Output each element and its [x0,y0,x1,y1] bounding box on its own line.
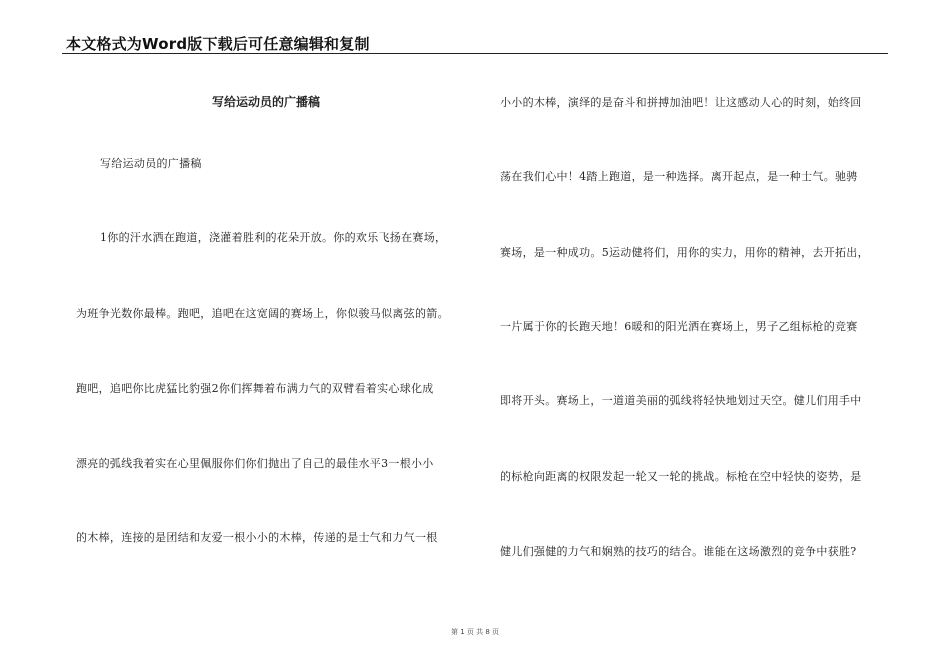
paragraph-line: 漂亮的弧线我着实在心里佩服你们你们抛出了自己的最佳水平3一根小小 [76,457,434,470]
page-header-text: 本文格式为Word版下载后可任意编辑和复制 [66,35,370,53]
page-footer: 第 1 页 共 8 页 [450,628,500,636]
paragraph-line: 小小的木棒，演绎的是奋斗和拼搏加油吧！让这感动人心的时刻，始终回 [500,96,862,109]
paragraph-line: 一片属于你的长跑天地！6暖和的阳光洒在赛场上，男子乙组标枪的竞赛 [500,320,858,333]
paragraph-line: 为班争光数你最棒。跑吧，追吧在这宽阔的赛场上，你似骏马似离弦的箭。 [76,307,449,320]
paragraph-line: 的标枪向距离的权限发起一轮又一轮的挑战。标枪在空中轻快的姿势，是 [500,470,862,483]
header-divider [62,53,888,54]
paragraph-line: 健儿们强健的力气和娴熟的技巧的结合。谁能在这场激烈的竞争中获胜? [500,545,857,558]
paragraph-line: 的木棒，连接的是团结和友爱一根小小的木棒，传递的是士气和力气一根 [76,531,438,544]
paragraph-line: 跑吧，追吧你比虎猛比豹强2你们挥舞着布满力气的双臂看着实心球化成 [76,382,434,395]
paragraph-line: 赛场，是一种成功。5运动健将们，用你的实力，用你的精神，去开拓出， [500,246,869,259]
paragraph-line: 即将开头。赛场上，一道道美丽的弧线将轻快地划过天空。健儿们用手中 [500,394,862,407]
paragraph-line: 写给运动员的广播稿 [100,157,202,170]
document-title: 写给运动员的广播稿 [211,95,320,109]
paragraph-line: 1你的汗水洒在跑道，浇灌着胜利的花朵开放。你的欢乐飞扬在赛场， [100,231,447,244]
paragraph-line: 荡在我们心中！4踏上跑道，是一种选择。离开起点，是一种士气。驰骋 [500,170,858,183]
